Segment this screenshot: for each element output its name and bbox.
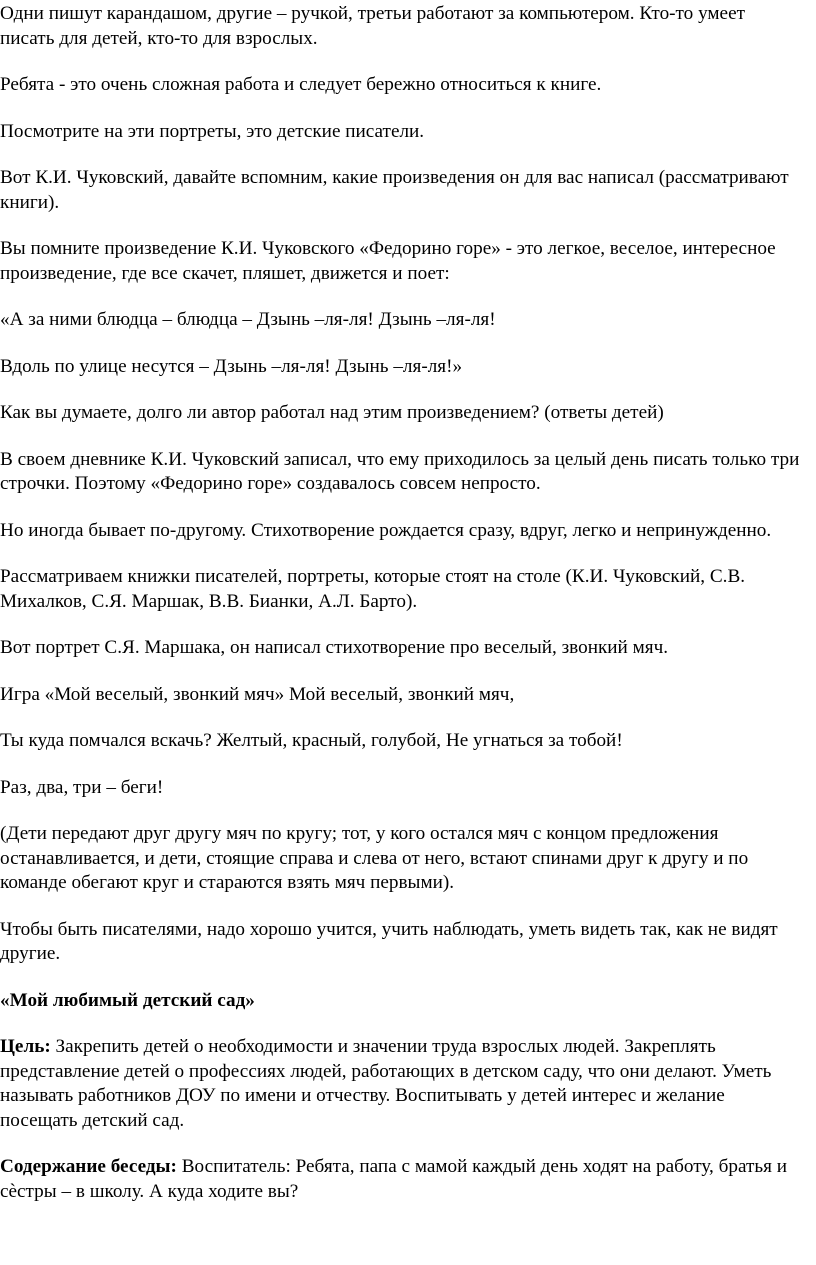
- paragraph-17: Чтобы быть писателями, надо хорошо учится, учить наблюдать, уметь видеть так, как не видят другие.: [0, 918, 778, 964]
- paragraph-15: Раз, два, три – беги!: [0, 776, 164, 798]
- paragraph-13: Игра «Мой веселый, звонкий мяч» Мой веселый, звонкий мяч,: [0, 683, 515, 705]
- goal-label: Цель:: [0, 1036, 51, 1057]
- conversation-label: Содержание беседы:: [0, 1156, 177, 1177]
- paragraph-8: Как вы думаете, долго ли автор работал над этим произведением? (ответы детей): [0, 402, 664, 423]
- paragraph-7: Вдоль по улице несутся – Дзынь –ля-ля! Дзынь –ля-ля!»: [0, 355, 463, 377]
- conversation-paragraph: [0, 1155, 804, 1204]
- paragraph-12: Вот портрет С.Я. Маршака, он написал стихотворение про веселый, звонкий мяч.: [0, 637, 669, 658]
- paragraph-10: Но иногда бывает по-другому. Стихотворение рождается сразу, вдруг, легко и непринужденно.: [0, 519, 772, 541]
- paragraph-2: Ребята - это очень сложная работа и следует бережно относиться к книге.: [0, 74, 602, 95]
- conversation-text: Воспитатель: Ребята, папа с мамой каждый день ходят на работу, братья и сѐстры – в школу. А куда ходите вы?: [0, 1156, 788, 1202]
- section-title: «Мой любимый детский сад»: [0, 989, 255, 1011]
- paragraph-6: «А за ними блюдца – блюдца – Дзынь –ля-ля! Дзынь –ля-ля!: [0, 309, 496, 330]
- goal-paragraph: [0, 1035, 804, 1133]
- paragraph-3: Посмотрите на эти портреты, это детские писатели.: [0, 120, 425, 142]
- paragraph-16: (Дети передают друг другу мяч по кругу; тот, у кого остался мяч с концом предложения останавливается, и дети, стоящие справа и слева от него, встают спинами друг к другу и по команде обегают круг и стараются взять мяч первыми).: [0, 823, 749, 893]
- paragraph-1: Одни пишут карандашом, другие – ручкой, третьи работают за компьютером. Кто-то умеет писать для детей, кто-то для взрослых.: [0, 3, 745, 49]
- paragraph-4: Вот К.И. Чуковский, давайте вспомним, какие произведения он для вас написал (рассматривают книги).: [0, 167, 789, 213]
- goal-text: Закрепить детей о необходимости и значении труда взрослых людей. Закреплять представление детей о профессиях людей, работающих в детском саду, что они делают. Уметь называть работников ДОУ по имени и отчеству. Воспитывать у детей интерес и желание посещать детский сад.: [0, 1036, 772, 1131]
- paragraph-11: Рассматриваем книжки писателей, портреты, которые стоят на столе (К.И. Чуковский, С.В. Михалков, С.Я. Маршак, В.В. Бианки, А.Л. Барто).: [0, 566, 746, 612]
- paragraph-5: Вы помните произведение К.И. Чуковского «Федорино горе» - это легкое, веселое, интересное произведение, где все скачет, пляшет, движется и поет:: [0, 238, 776, 284]
- paragraph-14: Ты куда помчался вскачь? Желтый, красный, голубой, Не угнаться за тобой!: [0, 730, 623, 751]
- paragraph-9: В своем дневнике К.И. Чуковский записал, что ему приходилось за целый день писать только три строчки. Поэтому «Федорино горе» создавалось совсем непросто.: [0, 448, 800, 494]
